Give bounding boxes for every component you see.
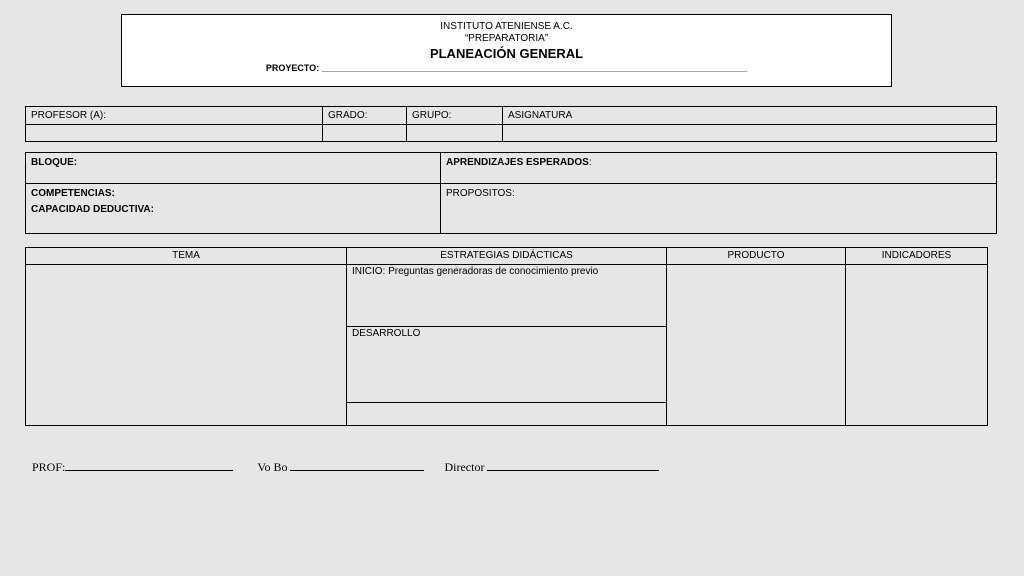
block-table bbox=[25, 152, 997, 234]
col-tema: TEMA bbox=[26, 248, 347, 265]
document-header bbox=[121, 14, 892, 87]
table-row bbox=[26, 265, 988, 327]
asignatura-field[interactable] bbox=[503, 125, 997, 142]
cierre-cell[interactable] bbox=[347, 403, 667, 426]
document-title: PLANEACIÓN GENERAL bbox=[429, 46, 584, 61]
school-level: “PREPARATORIA” bbox=[464, 33, 549, 44]
producto-cell[interactable] bbox=[667, 265, 846, 426]
tema-cell[interactable] bbox=[26, 265, 347, 426]
project-label: PROYECTO: bbox=[265, 63, 322, 73]
prof-signature-line[interactable] bbox=[65, 460, 233, 471]
propositos-label: PROPOSITOS: bbox=[441, 184, 997, 234]
grupo-label: GRUPO: bbox=[407, 107, 503, 125]
inicio-cell: INICIO: Preguntas generadoras de conocimiento previo bbox=[347, 265, 667, 327]
table-row bbox=[26, 107, 997, 125]
table-row bbox=[26, 153, 997, 184]
table-row bbox=[26, 184, 997, 234]
prof-label: PROF: bbox=[32, 460, 66, 474]
aprendizajes-label: APRENDIZAJES ESPERADOS bbox=[446, 157, 589, 168]
director-label: Director bbox=[444, 460, 485, 474]
aprendizajes-colon: : bbox=[588, 157, 592, 168]
vobo-label: Vo Bo bbox=[257, 460, 288, 474]
competencias-cell bbox=[26, 184, 441, 234]
aprendizajes-cell bbox=[441, 153, 997, 184]
col-estrategias: ESTRATEGIAS DIDÁCTICAS bbox=[347, 248, 667, 265]
asignatura-label: ASIGNATURA bbox=[503, 107, 997, 125]
profesor-field[interactable] bbox=[26, 125, 323, 142]
project-line bbox=[122, 62, 891, 74]
grado-label: GRADO: bbox=[323, 107, 407, 125]
planning-table bbox=[25, 247, 988, 426]
col-indicadores: INDICADORES bbox=[846, 248, 988, 265]
profesor-label: PROFESOR (A): bbox=[26, 107, 323, 125]
grado-field[interactable] bbox=[323, 125, 407, 142]
capacidad-label: CAPACIDAD DEDUCTIVA: bbox=[31, 204, 154, 215]
table-header-row bbox=[26, 248, 988, 265]
competencias-label: COMPETENCIAS: bbox=[31, 188, 115, 199]
institution-name: INSTITUTO ATENIENSE A.C. bbox=[440, 21, 573, 32]
director-signature-line[interactable] bbox=[487, 460, 659, 471]
table-row bbox=[26, 125, 997, 142]
indicadores-cell[interactable] bbox=[846, 265, 988, 426]
grupo-field[interactable] bbox=[407, 125, 503, 142]
signature-footer bbox=[32, 460, 659, 475]
col-producto: PRODUCTO bbox=[667, 248, 846, 265]
teacher-info-table bbox=[25, 106, 997, 142]
project-blank: _____________________________________________________________________________________ bbox=[321, 63, 748, 73]
bloque-label: BLOQUE: bbox=[26, 153, 441, 184]
desarrollo-cell: DESARROLLO bbox=[347, 327, 667, 403]
vobo-signature-line[interactable] bbox=[290, 460, 424, 471]
